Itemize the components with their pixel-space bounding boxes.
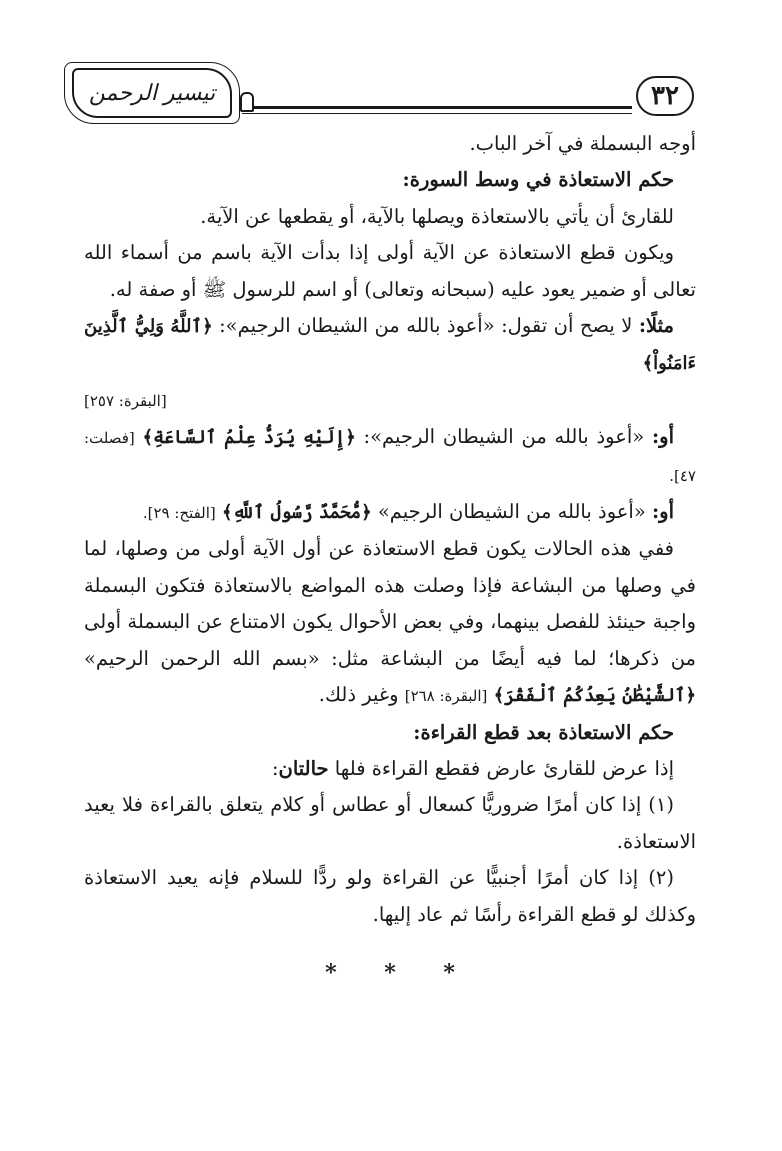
quran-verse: ﴿إِلَيْهِ يُرَدُّ عِلْمُ ٱلسَّاعَةِ﴾	[142, 427, 356, 449]
paragraph: للقارئ أن يأتي بالاستعاذة ويصلها بالآية، أو يقطعها عن الآية.	[200, 204, 674, 228]
paragraph-text: ففي هذه الحالات يكون قطع الاستعاذة عن أول الآية أولى من وصلها، لما في وصلها من البشاعة فإذا وصلت هذه المواضع بالاستعاذة فتكون البسملة واجبة حينئذ للفصل بينهما، وفي بعض الأحوال يكون الامتناع عن البسملة أولى من ذكرها؛ لما فيه أيضًا من البشاعة مثل: «بسم الله الرحمن الرحيم»	[84, 537, 696, 670]
quran-verse: ﴿مُّحَمَّدٌ رَّسُولُ ٱللَّهِ﴾	[221, 502, 372, 524]
verse-reference: [البقرة: ٢٦٨]	[404, 687, 488, 706]
example-line	[84, 308, 696, 383]
header-rule	[242, 106, 632, 109]
page-header	[0, 62, 782, 132]
paragraph	[84, 751, 696, 787]
verse-reference: [فصلت: ٤٧].	[84, 429, 696, 485]
example-text: «أعوذ بالله من الشيطان الرجيم»	[371, 500, 652, 524]
example-line	[84, 494, 696, 531]
page-body	[84, 126, 696, 991]
example-line	[84, 419, 696, 494]
paragraph-text: وغير ذلك.	[318, 683, 405, 707]
lamp-ornament-icon	[240, 92, 254, 112]
header-rule-thin	[242, 113, 632, 114]
example-text: «أعوذ بالله من الشيطان الرجيم»:	[355, 425, 652, 449]
verse-reference: [البقرة: ٢٥٧]	[84, 391, 167, 410]
case-paragraph: (٢) إذا كان أمرًا أجنبيًّا عن القراءة ولو ردًّا للسلام فإنه يعيد الاستعاذة وكذلك لو قطع القراءة رأسًا ثم عاد إليها.	[84, 866, 696, 926]
section-heading: حكم الاستعاذة بعد قطع القراءة:	[413, 720, 674, 744]
text-line: أوجه البسملة في آخر الباب.	[469, 132, 696, 155]
paragraph	[84, 531, 696, 714]
page-number-badge: ٣٢	[636, 76, 694, 116]
case-paragraph: (١) إذا كان أمرًا ضروريًّا كسعال أو عطاس أو كلام يتعلق بالقراءة فلا يعيد الاستعاذة.	[84, 793, 696, 853]
example-lead: مثلًا:	[638, 314, 674, 338]
quran-verse: ﴿ٱللَّهُ وَلِيُّ ٱلَّذِينَ ءَامَنُواْ﴾	[84, 316, 696, 375]
verse-reference: [الفتح: ٢٩].	[142, 504, 216, 523]
example-lead: أو:	[651, 425, 674, 449]
example-text: لا يصح أن تقول: «أعوذ بالله من الشيطان الرجيم»:	[212, 314, 639, 338]
paragraph-text: :	[271, 756, 279, 780]
section-separator: * * *	[325, 959, 455, 986]
paragraph-text: إذا عرض للقارئ عارض فقطع القراءة فلها	[328, 756, 674, 780]
example-lead: أو:	[651, 500, 674, 524]
paragraph: ويكون قطع الاستعاذة عن الآية أولى إذا بدأت الآية باسم من أسماء الله تعالى أو ضمير يعود عليه (سبحانه وتعالى) أو اسم للرسول ﷺ أو صفة له.	[84, 241, 696, 301]
emphasis-text: حالتان	[278, 756, 329, 780]
section-heading: حكم الاستعاذة في وسط السورة:	[402, 168, 674, 192]
quran-verse: ﴿ٱلشَّيْطَٰنُ يَعِدُكُمُ ٱلْفَقْرَ﴾	[493, 685, 696, 707]
book-title: تيسير الرحمن	[72, 68, 232, 118]
